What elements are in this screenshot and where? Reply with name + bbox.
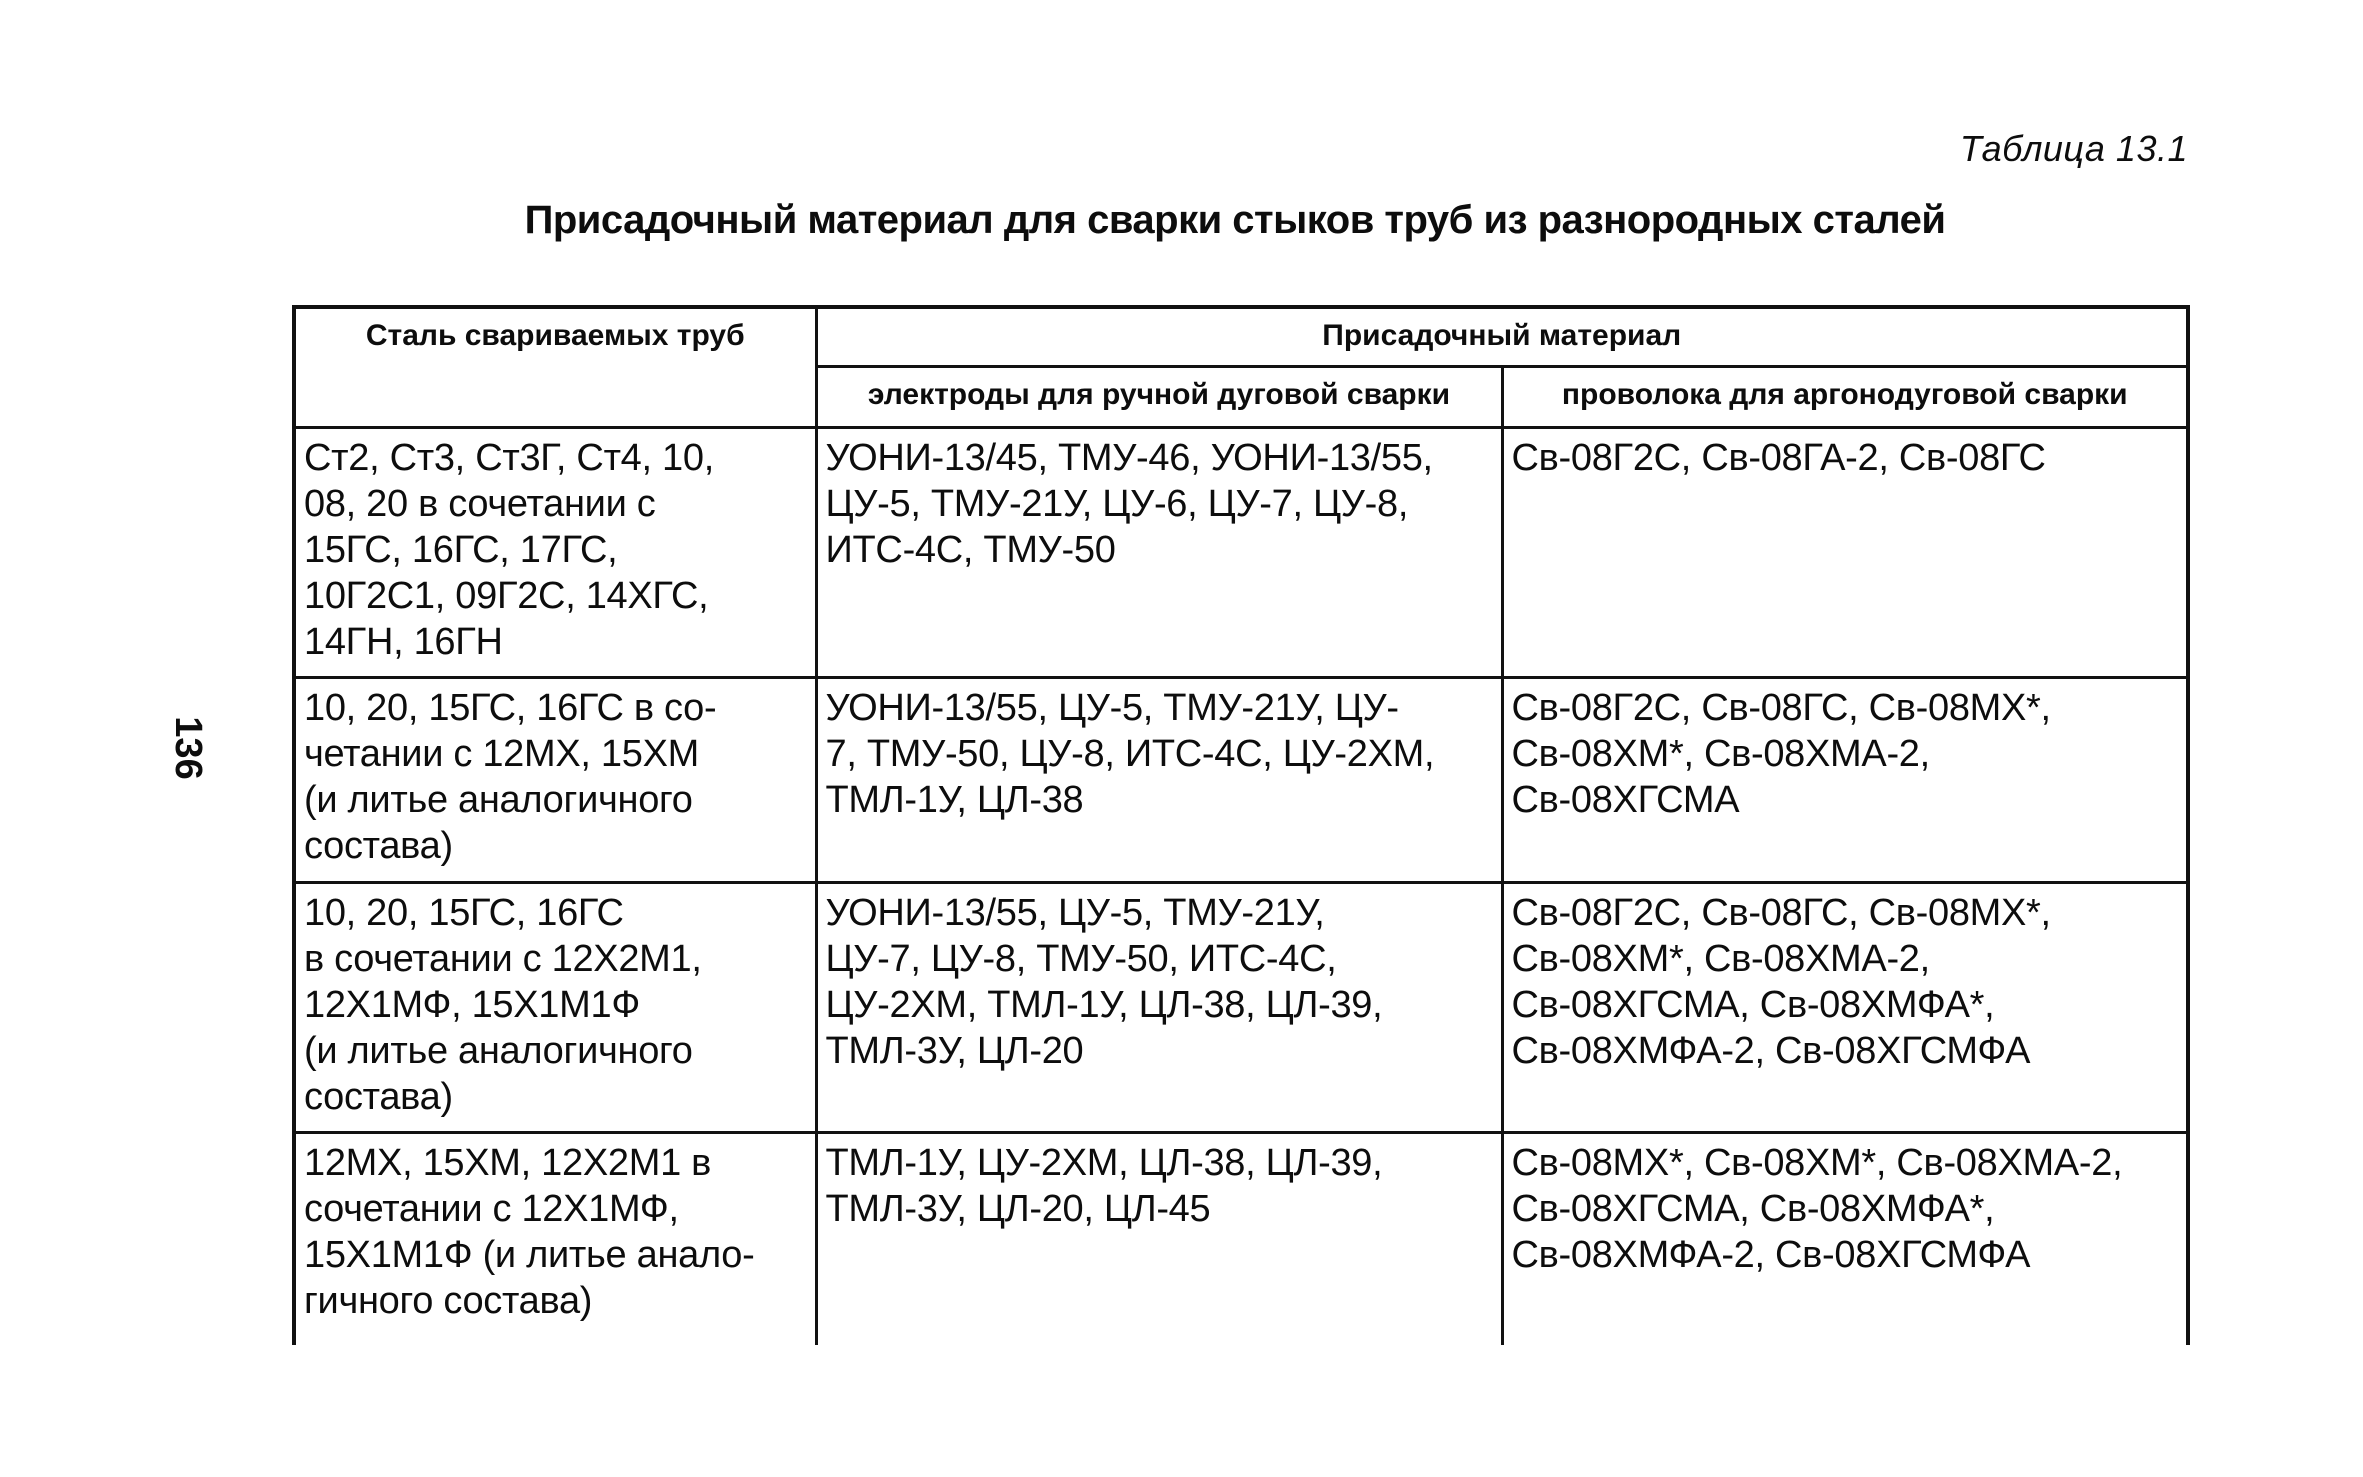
table-title: Присадочный материал для сварки стыков труб из разнородных сталей	[524, 198, 1946, 242]
table-label: Таблица 13.1	[1959, 128, 2188, 169]
cell-electrodes: УОНИ-13/55, ЦУ-5, ТМУ-21У, ЦУ- 7, ТМУ-50, ЦУ-8, ИТС-4С, ЦУ-2ХМ, ТМЛ-1У, ЦЛ-38	[816, 677, 1502, 882]
header-electrodes: электроды для ручной дуговой сварки	[816, 367, 1502, 427]
cell-wire: Св-08Г2С, Св-08ГА-2, Св-08ГС	[1502, 427, 2186, 677]
cell-wire: Св-08Г2С, Св-08ГС, Св-08МХ*, Св-08ХМ*, Св-08ХМА-2, Св-08ХГСМА	[1502, 677, 2186, 882]
cell-wire: Св-08Г2С, Св-08ГС, Св-08МХ*, Св-08ХМ*, Св-08ХМА-2, Св-08ХГСМА, Св-08ХМФА*, Св-08ХМФА-2, Св-08ХГСМФА	[1502, 882, 2186, 1132]
header-steel: Сталь свариваемых труб	[296, 309, 816, 427]
cell-steel: Ст2, Ст3, Ст3Г, Ст4, 10, 08, 20 в сочетании с 15ГС, 16ГС, 17ГС, 10Г2С1, 09Г2С, 14ХГС, 14ГН, 16ГН	[296, 427, 816, 677]
header-filler-material: Присадочный материал	[816, 309, 2186, 367]
cell-electrodes: ТМЛ-1У, ЦУ-2ХМ, ЦЛ-38, ЦЛ-39, ТМЛ-3У, ЦЛ-20, ЦЛ-45	[816, 1132, 1502, 1345]
header-wire: проволока для аргонодуговой сварки	[1502, 367, 2186, 427]
page-number: 136	[167, 716, 210, 780]
cell-steel: 10, 20, 15ГС, 16ГС в со- четании с 12МХ, 15ХМ (и литье аналогичного состава)	[296, 677, 816, 882]
table-row	[296, 1132, 2186, 1345]
table-row	[296, 882, 2186, 1132]
cell-electrodes: УОНИ-13/55, ЦУ-5, ТМУ-21У, ЦУ-7, ЦУ-8, ТМУ-50, ИТС-4С, ЦУ-2ХМ, ТМЛ-1У, ЦЛ-38, ЦЛ-39, ТМЛ-3У, ЦЛ-20	[816, 882, 1502, 1132]
cell-steel: 10, 20, 15ГС, 16ГС в сочетании с 12Х2М1, 12Х1МФ, 15Х1М1Ф (и литье аналогичного состава)	[296, 882, 816, 1132]
cell-wire: Св-08МХ*, Св-08ХМ*, Св-08ХМА-2, Св-08ХГСМА, Св-08ХМФА*, Св-08ХМФА-2, Св-08ХГСМФА	[1502, 1132, 2186, 1345]
table-row	[296, 427, 2186, 677]
cell-steel: 12МХ, 15ХМ, 12Х2М1 в сочетании с 12Х1МФ, 15Х1М1Ф (и литье анало- гичного состава)	[296, 1132, 816, 1345]
table-row	[296, 677, 2186, 882]
filler-table-container	[292, 305, 2190, 1345]
filler-material-table	[296, 309, 2186, 1345]
cell-electrodes: УОНИ-13/45, ТМУ-46, УОНИ-13/55, ЦУ-5, ТМУ-21У, ЦУ-6, ЦУ-7, ЦУ-8, ИТС-4С, ТМУ-50	[816, 427, 1502, 677]
